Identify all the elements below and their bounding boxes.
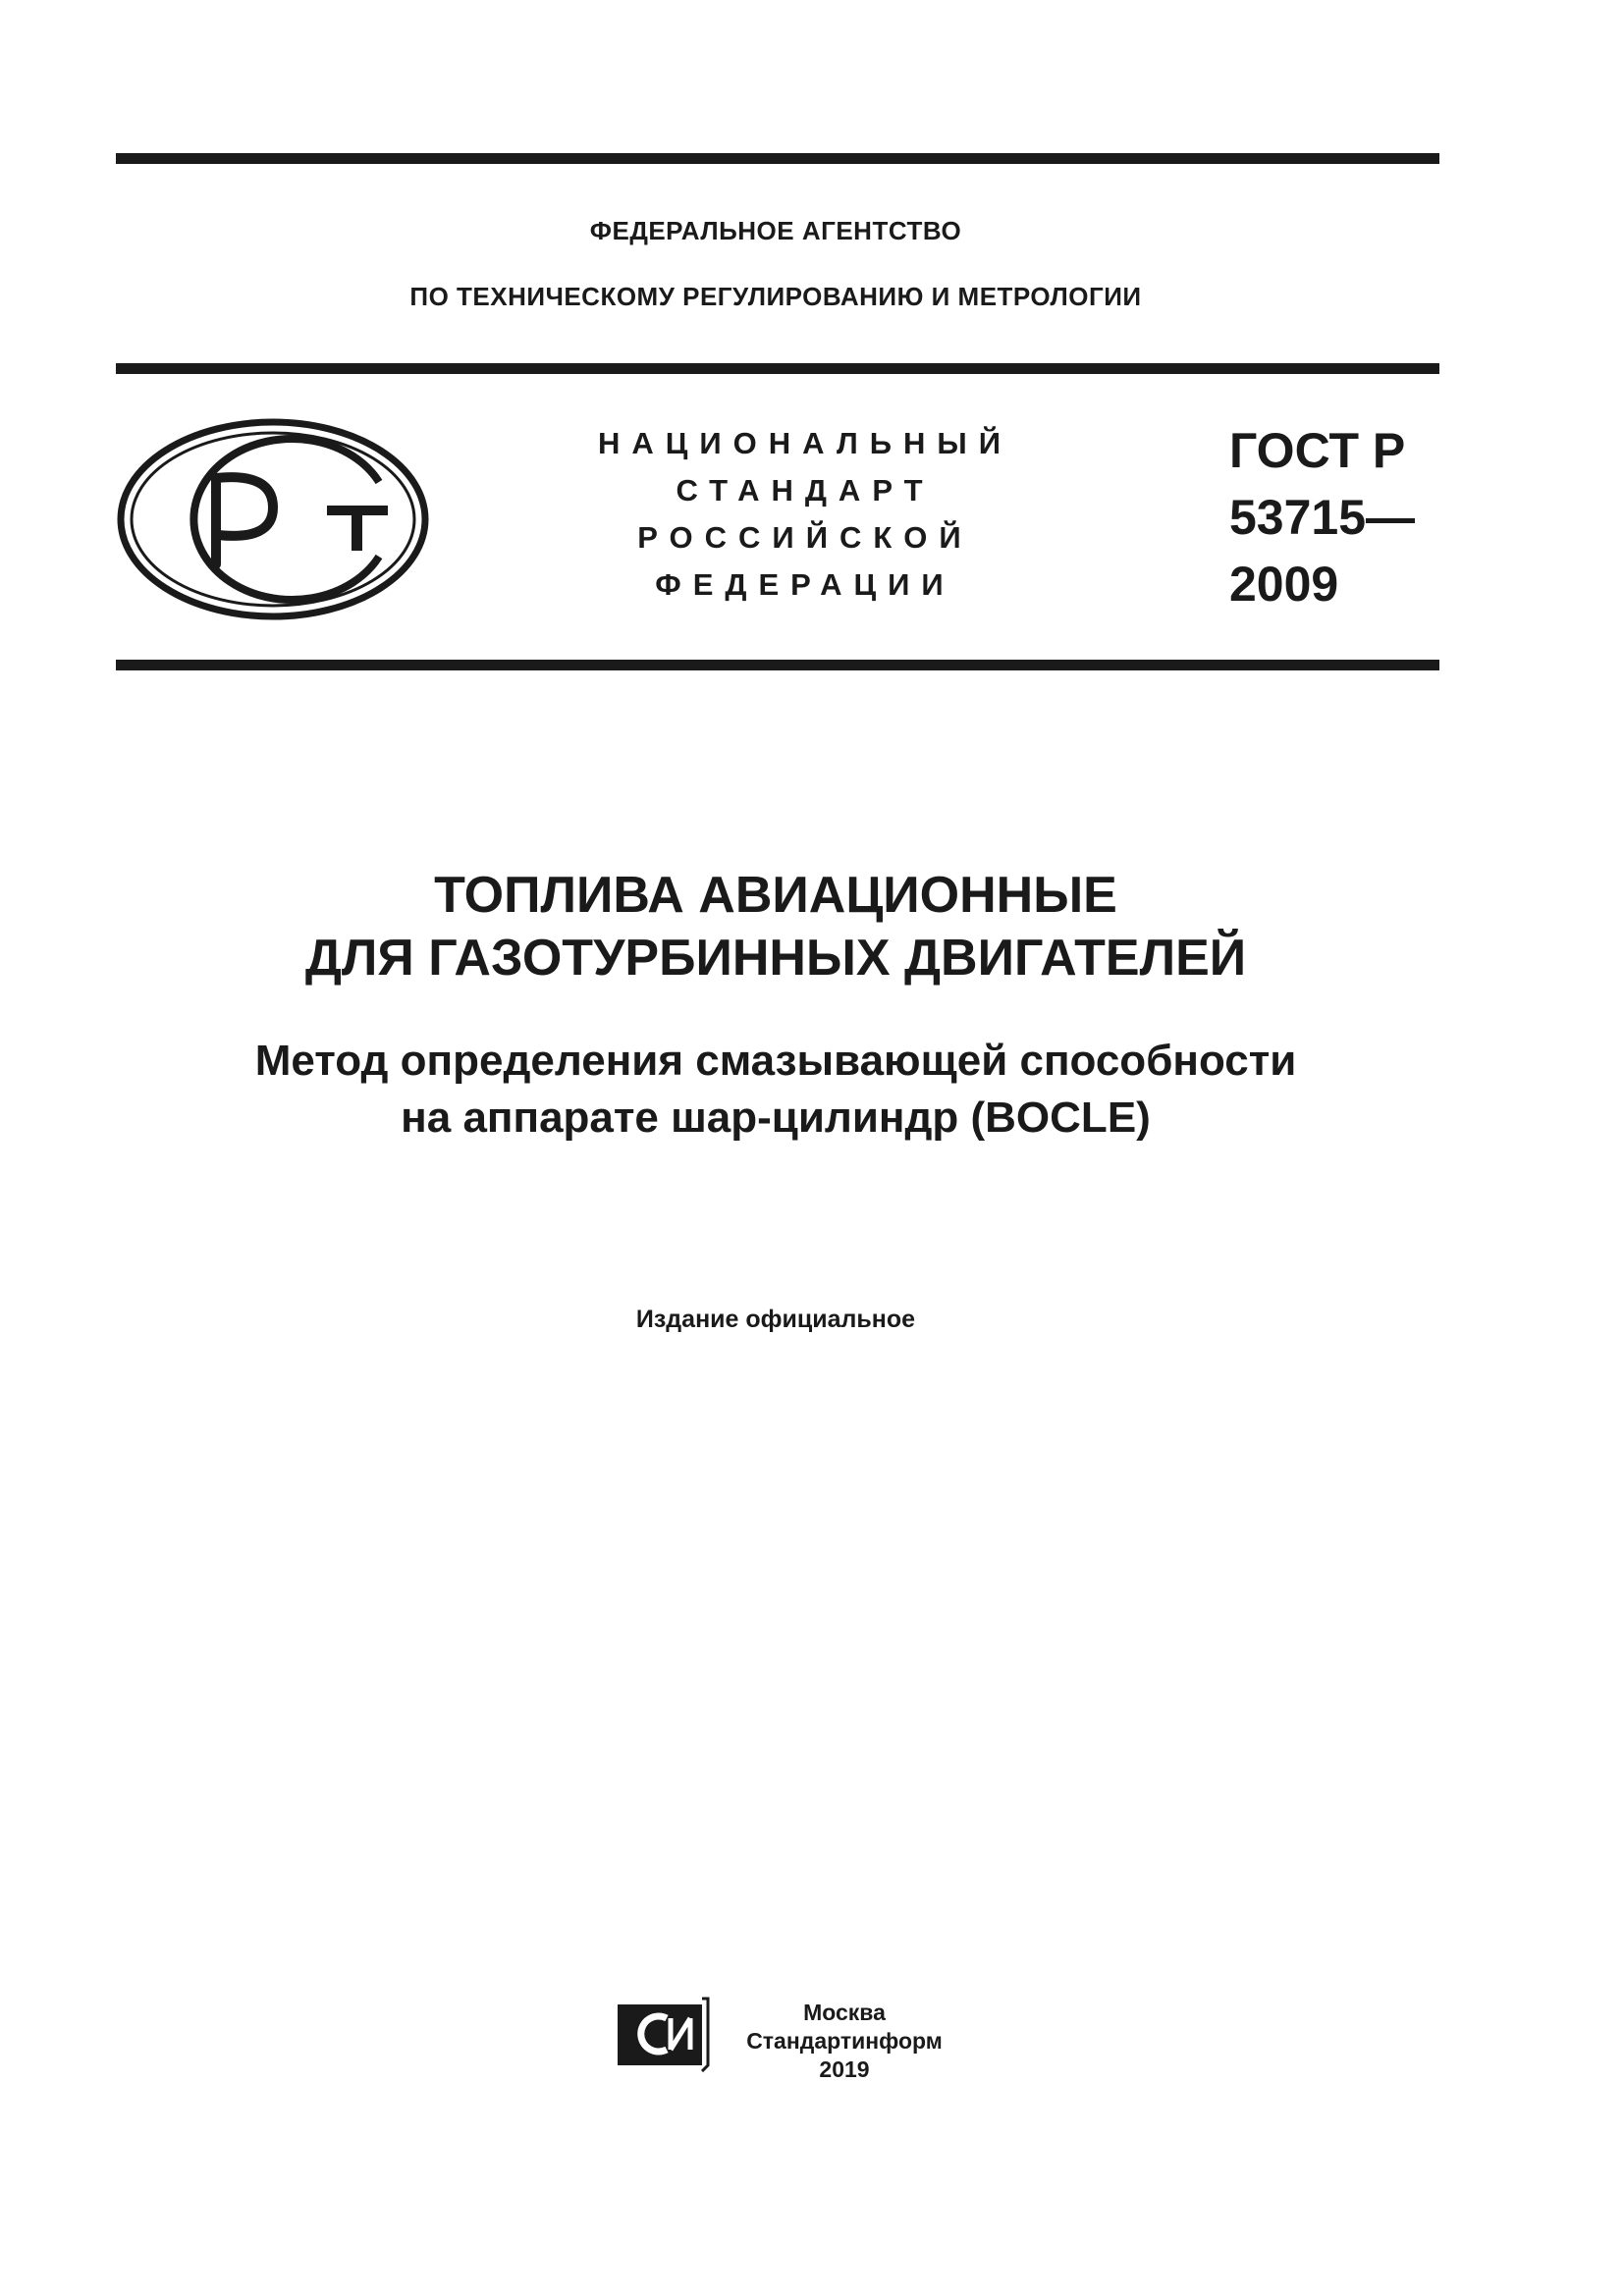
rst-logo-icon [116, 417, 432, 622]
document-subtitle-line: Метод определения смазывающей способности [254, 1037, 1297, 1085]
gost-designation-line: 53715— [1229, 490, 1416, 545]
gost-designation-line: ГОСТ Р [1229, 423, 1406, 478]
agency-name-line2: ПО ТЕХНИЧЕСКОМУ РЕГУЛИРОВАНИЮ И МЕТРОЛОГИИ [409, 282, 1142, 311]
document-title-line: ТОПЛИВА АВИАЦИОННЫЕ [434, 867, 1117, 924]
agency-name-line1: ФЕДЕРАЛЬНОЕ АГЕНТСТВО [589, 216, 962, 245]
standard-type [550, 420, 1060, 609]
designation-rule [116, 660, 1439, 670]
publisher-city: Москва [803, 2000, 886, 2025]
standard-type-line: СТАНДАРТ [676, 473, 935, 507]
publisher-year: 2019 [819, 2056, 870, 2082]
gost-designation-line: 2009 [1229, 557, 1339, 612]
edition-label: Издание официальное [635, 1306, 916, 1333]
header-rule [116, 363, 1439, 374]
gost-designation [1229, 417, 1415, 617]
standard-type-line: НАЦИОНАЛЬНЫЙ [597, 426, 1013, 460]
document-title [0, 864, 1551, 989]
publisher-name: Стандартинформ [746, 2028, 943, 2054]
standard-type-line: РОССИЙСКОЙ [637, 520, 973, 555]
standard-type-line: ФЕДЕРАЦИИ [655, 567, 955, 602]
publisher-logo-icon [614, 1995, 712, 2072]
top-rule [116, 153, 1439, 164]
document-subtitle-line: на аппарате шар-цилиндр (BOCLE) [401, 1094, 1151, 1142]
document-subtitle [0, 1033, 1551, 1147]
publisher-info [727, 1999, 962, 2084]
document-title-line: ДЛЯ ГАЗОТУРБИННЫХ ДВИГАТЕЛЕЙ [304, 930, 1247, 987]
